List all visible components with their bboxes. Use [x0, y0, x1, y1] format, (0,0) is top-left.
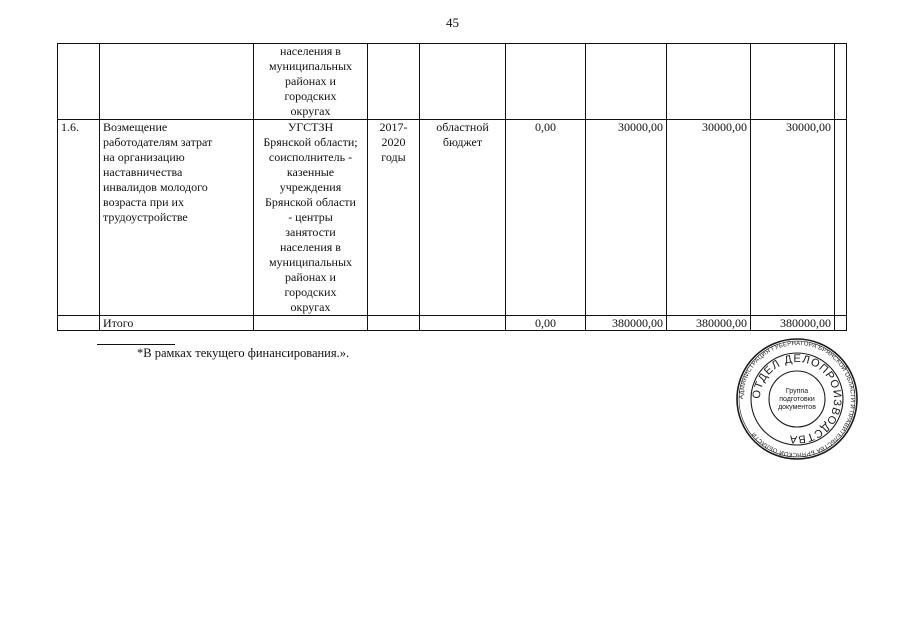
cell-value-2017: 0,00: [506, 120, 586, 316]
cell-empty: [835, 316, 847, 331]
executor-line: Брянской области: [265, 195, 356, 209]
cell-source: [420, 44, 506, 120]
executor-line: городских: [284, 89, 337, 103]
period-line: 2017-: [379, 120, 408, 134]
cell-value: [667, 44, 751, 120]
period-line: 2020: [381, 135, 406, 149]
cell-total-2018: 380000,00: [586, 316, 667, 331]
cell-number: [58, 44, 100, 120]
source-line: бюджет: [442, 135, 483, 149]
measure-line: Возмещение: [103, 120, 168, 134]
cell-number: [58, 316, 100, 331]
executor-line: округах: [290, 104, 331, 118]
executor-line: - центры: [288, 210, 333, 224]
footnote-divider: [97, 344, 175, 345]
cell-measure: [100, 44, 254, 120]
footnote: *В рамках текущего финансирования.».: [137, 346, 350, 360]
executor-line: Брянской области;: [263, 135, 358, 149]
source-line: областной: [436, 120, 489, 134]
page-number: 45: [446, 15, 459, 30]
measure-line: на организацию: [103, 150, 185, 164]
measure-line: трудоустройстве: [103, 210, 188, 224]
measure-line: возраста при их: [103, 195, 184, 209]
cell-empty: [835, 120, 847, 316]
executor-line: районах и: [285, 270, 336, 284]
executor-line: населения в: [280, 44, 341, 58]
cell-total-label: Итого: [100, 316, 254, 331]
executor-line: городских: [284, 285, 337, 299]
executor-line: муниципальных: [268, 255, 353, 269]
table-row-1-6: [58, 120, 847, 316]
cell-value: [586, 44, 667, 120]
table-row-total: [58, 316, 847, 331]
cell-executor: [254, 44, 368, 120]
executor-line: районах и: [285, 74, 336, 88]
executor-line: казенные: [286, 165, 335, 179]
cell-total-2019: 380000,00: [667, 316, 751, 331]
cell-number: 1.6.: [58, 120, 100, 316]
cell-source: [420, 316, 506, 331]
stamp-outer-text: АДМИНИСТРАЦИЯ ГУБЕРНАТОРА БРЯНСКОЙ ОБЛАСТИ И ПРАВИТЕЛЬСТВА БРЯНСКОЙ ОБЛАСТИ: [738, 340, 856, 458]
executor-line: населения в: [280, 240, 341, 254]
cell-period: [368, 120, 420, 316]
cell-executor: [254, 120, 368, 316]
cell-value: [506, 44, 586, 120]
stamp-center-line: Группа: [785, 388, 809, 395]
cell-measure: [100, 120, 254, 316]
cell-period: [368, 44, 420, 120]
measure-line: наставничества: [103, 165, 183, 179]
cell-value: [751, 44, 835, 120]
cell-value-2020: 30000,00: [751, 120, 835, 316]
stamp-seal: [735, 337, 859, 461]
program-table: [57, 43, 847, 331]
table-row-continuation: [58, 44, 847, 120]
cell-empty: [835, 44, 847, 120]
executor-line: округах: [290, 300, 331, 314]
measure-line: инвалидов молодого: [103, 180, 208, 194]
cell-period: [368, 316, 420, 331]
executor-line: учреждения: [279, 180, 342, 194]
executor-line: муниципальных: [268, 59, 353, 73]
cell-value-2018: 30000,00: [586, 120, 667, 316]
stamp-inner-text: ОТДЕЛ ДЕЛОПРОИЗВОДСТВА: [750, 352, 844, 446]
cell-total-2017: 0,00: [506, 316, 586, 331]
executor-line: занятости: [285, 225, 336, 239]
stamp-center-line: подготовки: [779, 396, 815, 403]
executor-line: УГСТЗН: [287, 120, 334, 134]
measure-line: работодателям затрат: [103, 135, 213, 149]
cell-executor: [254, 316, 368, 331]
cell-total-2020: 380000,00: [751, 316, 835, 331]
executor-line: соисполнитель -: [268, 150, 353, 164]
cell-value-2019: 30000,00: [667, 120, 751, 316]
cell-source: [420, 120, 506, 316]
stamp-center-line: документов: [778, 404, 816, 411]
period-line: годы: [381, 150, 406, 164]
